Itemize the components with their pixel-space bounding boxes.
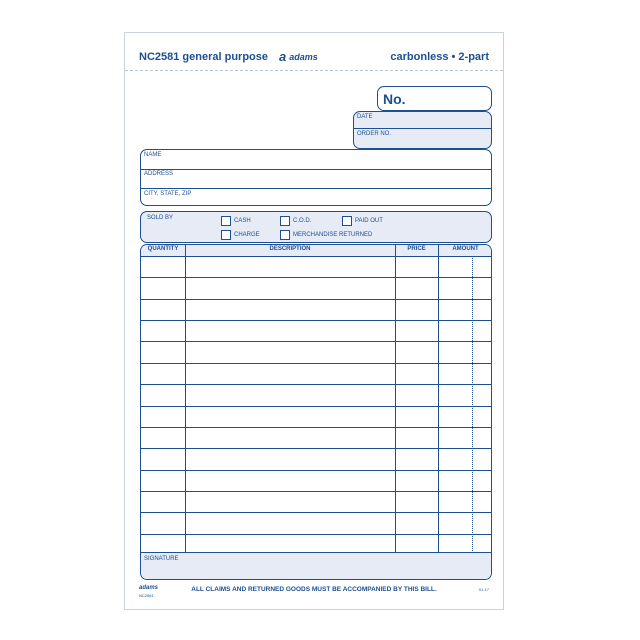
sold-by-label: SOLD BY [147,215,174,221]
amount-header: AMOUNT [452,246,479,252]
table-row [141,320,491,321]
column-divider [185,245,186,555]
number-box [377,86,492,111]
city-label: CITY, STATE, ZIP [144,191,192,197]
sales-form-sheet [124,32,504,610]
address-row [141,169,491,189]
quantity-header: QUANTITY [147,246,179,252]
column-divider [395,245,396,555]
paid-out-checkbox[interactable] [342,216,383,226]
signature-area[interactable] [141,552,491,579]
number-label: No. [383,91,406,107]
table-row [141,299,491,300]
footer-notice: ALL CLAIMS AND RETURNED GOODS MUST BE ACCOMPANIED BY THIS BILL. [191,586,437,593]
table-row [141,427,491,428]
address-label: ADDRESS [144,171,174,177]
table-row [141,406,491,407]
table-row [141,470,491,471]
table-row [141,448,491,449]
table-row [141,512,491,513]
footer-logo: adams [139,585,159,591]
footer-rev: 01-17 [478,587,489,592]
checkbox-icon [280,216,290,226]
table-row [141,341,491,342]
name-row [141,150,491,170]
charge-label: CHARGE [234,232,260,238]
table-row [141,363,491,364]
sold-by-box [140,211,492,243]
column-divider [438,245,439,555]
cash-label: CASH [234,218,251,224]
cash-checkbox[interactable] [221,216,251,226]
checkbox-icon [221,216,231,226]
items-table [140,244,492,580]
date-row [354,112,491,129]
form-title: NC2581 general purpose [139,51,268,63]
table-row [141,534,491,535]
charge-checkbox[interactable] [221,230,260,240]
brand-mark-icon: a [279,49,287,64]
description-header: DESCRIPTION [269,246,311,252]
perforation-line [125,70,503,71]
cod-checkbox[interactable] [280,216,311,226]
cod-label: C.O.D. [293,218,312,224]
paid-out-label: PAID OUT [355,218,383,224]
merch-returned-label: MERCHANDISE RETURNED [293,232,373,238]
signature-label: SIGNATURE [144,556,179,562]
checkbox-icon [280,230,290,240]
brand-logo [279,49,318,64]
merch-returned-checkbox[interactable] [280,230,372,240]
table-row [141,277,491,278]
footer-code: NC2581 [139,593,154,598]
form-type: carbonless • 2-part [390,51,489,63]
table-row [141,384,491,385]
price-header: PRICE [407,246,426,252]
table-row [141,491,491,492]
customer-box [140,149,492,206]
name-label: NAME [144,152,162,158]
date-label: DATE [357,114,373,120]
checkbox-icon [221,230,231,240]
order-no-label: ORDER NO. [357,131,392,137]
brand-name: adams [289,51,318,62]
checkbox-icon [342,216,352,226]
date-order-box [353,111,492,149]
